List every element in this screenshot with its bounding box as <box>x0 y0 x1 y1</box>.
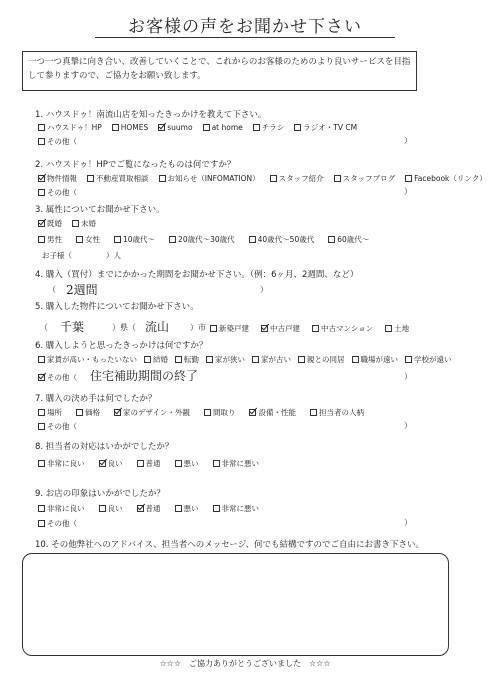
q9-checkbox[interactable] <box>38 505 45 512</box>
q8-option-label: 普通 <box>145 459 161 468</box>
q6-other <box>38 372 77 383</box>
q2-option-label: スタッフ紹介 <box>278 174 324 183</box>
q3-checkbox[interactable] <box>76 236 83 243</box>
q1-other-close-paren: ） <box>404 136 412 145</box>
q2-checkbox[interactable] <box>38 175 45 182</box>
q1-option-label: suumo <box>167 123 193 132</box>
q8-option-label: 良い <box>107 459 123 468</box>
q6-checkbox[interactable] <box>352 356 359 363</box>
q3-option-marital-0[interactable] <box>38 218 62 229</box>
q7-checkbox[interactable] <box>76 409 83 416</box>
q1-option-options-4[interactable] <box>253 122 285 133</box>
q1-checkbox[interactable] <box>38 124 45 131</box>
q7-options <box>38 407 364 418</box>
q7-option-label: 担当者の人柄 <box>318 408 364 417</box>
q3-option-label: 女性 <box>85 235 100 244</box>
q6-checkbox[interactable] <box>405 356 412 363</box>
q3-option-attrs-2[interactable] <box>114 234 155 245</box>
q7-option-options-5[interactable] <box>310 407 364 418</box>
q7-option-label: 価格 <box>85 408 100 417</box>
q7-option-label: 場所 <box>47 408 62 417</box>
q7-checkbox[interactable] <box>249 409 256 416</box>
q8-option-options-3[interactable] <box>175 458 199 469</box>
q9-option-options-1[interactable] <box>99 503 123 514</box>
q2-option-label: 物件情報 <box>47 174 77 183</box>
q7-checkbox[interactable] <box>38 409 45 416</box>
q7-option-options-0[interactable] <box>38 407 62 418</box>
q5-option-label: 中古マンション <box>321 324 374 333</box>
q9-option-label: 非常に良い <box>47 504 85 513</box>
q2-option-label: Facebook（リンク） <box>414 174 487 183</box>
q9-other <box>38 518 77 529</box>
q5-option-types-1[interactable] <box>261 323 300 334</box>
q7-checkbox[interactable] <box>204 409 211 416</box>
q3-checkbox[interactable] <box>328 236 335 243</box>
q5-option-types-2[interactable] <box>312 323 373 334</box>
q3-option-attrs-0[interactable] <box>38 234 62 245</box>
q7-option-label: 間取り <box>212 408 236 417</box>
q8-checkbox[interactable] <box>175 460 182 467</box>
q1-option-options-5[interactable] <box>294 122 357 133</box>
q6-checkbox[interactable] <box>206 356 213 363</box>
q2-other-close-paren: ） <box>404 187 412 196</box>
q7-option-options-4[interactable] <box>249 407 296 418</box>
title-underline <box>95 37 395 38</box>
q6-checkbox[interactable] <box>298 356 305 363</box>
q1-checkbox[interactable] <box>203 124 210 131</box>
q7-other <box>38 421 77 432</box>
q7-option-label: 設備・性能 <box>258 408 296 417</box>
q1-checkbox[interactable] <box>158 124 165 131</box>
q8-label: 8. 担当者の対応はいかがでしたか？ <box>35 442 174 452</box>
q4-label: 4. 購入（買付）までにかかった期間をお聞かせ下さい。（例：6ヶ月、2週間、など） <box>35 270 359 280</box>
q6-option-options-3[interactable] <box>206 354 245 365</box>
q7-option-options-1[interactable] <box>76 407 100 418</box>
q1-option-label: ハウスドゥ！HP <box>47 123 102 132</box>
q8-option-label: 非常に良い <box>47 459 85 468</box>
q9-other-close-paren: ） <box>404 518 412 527</box>
q9-option-options-3[interactable] <box>175 503 199 514</box>
q5-option-types-0[interactable] <box>210 323 249 334</box>
q6-option-label: 結婚 <box>153 355 168 364</box>
q5-option-label: 新築戸建 <box>219 324 249 333</box>
q10-label: 10. その他弊社へのアドバイス、担当者へのメッセージ、何でも結構ですのでご自由にお書き下さい。 <box>35 540 425 550</box>
q6-checkbox[interactable] <box>38 356 45 363</box>
q3-option-marital-1[interactable] <box>72 218 96 229</box>
q9-checkbox[interactable] <box>213 505 220 512</box>
q9-option-options-0[interactable] <box>38 503 85 514</box>
q5-city-suffix: ）市 <box>190 323 206 332</box>
q2-option-options-0[interactable] <box>38 173 77 184</box>
q2-other-label: その他（ <box>47 188 77 197</box>
q3-option-label: 20歳代～30歳代 <box>178 235 235 244</box>
q7-other-close-paren: ） <box>404 421 412 430</box>
q6-option-label: 家賃が高い・もったいない <box>47 355 137 364</box>
q1-checkbox[interactable] <box>112 124 119 131</box>
q9-option-label: 普通 <box>145 504 161 513</box>
q3-option-label: 既婚 <box>47 219 62 228</box>
q6-other-close-paren: ） <box>404 372 412 381</box>
q3-children <box>42 250 121 261</box>
q1-option-options-2[interactable] <box>158 122 192 133</box>
q3-option-label: 未婚 <box>81 219 96 228</box>
q6-option-options-4[interactable] <box>252 354 291 365</box>
q3-option-attrs-1[interactable] <box>76 234 100 245</box>
footer-thanks: ☆☆☆ ご協力ありがとうございました ☆☆☆ <box>159 659 331 668</box>
q6-checkbox[interactable] <box>144 356 151 363</box>
q9-option-label: 良い <box>107 504 123 513</box>
q8-option-label: 悪い <box>183 459 199 468</box>
q6-option-label: 職場が遠い <box>360 355 398 364</box>
q6-option-label: 学校が遠い <box>414 355 452 364</box>
q1-option-options-3[interactable] <box>203 122 243 133</box>
q6-option-label: 親との同居 <box>307 355 345 364</box>
q7-option-label: 家のデザイン・外観 <box>123 408 190 417</box>
q3-option-attrs-5[interactable] <box>328 234 369 245</box>
q3-children-unit: ）人 <box>106 251 121 260</box>
q6-options <box>38 354 452 365</box>
q8-option-options-1[interactable] <box>99 458 123 469</box>
q1-option-label: HOMES <box>120 123 149 132</box>
q8-checkbox[interactable] <box>38 460 45 467</box>
q9-label: 9. お店の印象はいかがでしたか？ <box>35 489 165 499</box>
q7-other-label: その他（ <box>47 422 77 431</box>
q1-option-options-0[interactable] <box>38 122 102 133</box>
q6-option-options-6[interactable] <box>352 354 399 365</box>
q8-option-label: 非常に悪い <box>221 459 259 468</box>
q6-label: 6. 購入しようと思ったきっかけは何ですか？ <box>35 341 208 351</box>
q7-option-options-3[interactable] <box>204 407 236 418</box>
q3-marital <box>38 218 96 229</box>
q8-option-options-4[interactable] <box>213 458 260 469</box>
q5-checkbox[interactable] <box>312 325 319 332</box>
q6-other-checkbox[interactable] <box>38 374 45 381</box>
page-title: お客様の声をお聞かせ下さい <box>128 17 362 37</box>
q10-free-text-area[interactable] <box>22 553 449 656</box>
q5-city-answer: 流山 <box>145 320 170 334</box>
q1-label: 1. ハウスドゥ！南流山店を知ったきっかけを教えて下さい。 <box>35 110 267 120</box>
q3-checkbox[interactable] <box>38 220 45 227</box>
q4-answer: 2週間 <box>66 283 98 297</box>
q7-option-options-2[interactable] <box>114 407 190 418</box>
q9-option-label: 悪い <box>183 504 199 513</box>
q9-checkbox[interactable] <box>137 505 144 512</box>
q2-option-options-5[interactable] <box>405 173 487 184</box>
q2-other-checkbox[interactable] <box>38 189 45 196</box>
q6-option-options-5[interactable] <box>298 354 345 365</box>
q5-pref-suffix: ）県（ <box>112 323 136 332</box>
q6-option-label: 転勤 <box>184 355 199 364</box>
q6-option-options-7[interactable] <box>405 354 452 365</box>
q3-children-label: お子様（ <box>42 251 72 260</box>
q8-option-options-2[interactable] <box>137 458 161 469</box>
q9-option-label: 非常に悪い <box>221 504 259 513</box>
q2-checkbox[interactable] <box>334 175 341 182</box>
q7-other-checkbox[interactable] <box>38 423 45 430</box>
q5-checkbox[interactable] <box>261 325 268 332</box>
q4-open-paren: （ <box>48 285 56 294</box>
q2-options <box>38 173 487 184</box>
q9-other-checkbox[interactable] <box>38 520 45 527</box>
q3-checkbox[interactable] <box>249 236 256 243</box>
q9-options <box>38 503 259 514</box>
q6-option-options-1[interactable] <box>144 354 168 365</box>
q9-option-options-4[interactable] <box>213 503 260 514</box>
q1-option-label: ラジオ・TV CM <box>303 123 358 132</box>
q2-option-options-3[interactable] <box>270 173 324 184</box>
q5-option-types-3[interactable] <box>385 323 409 334</box>
q1-other <box>38 136 77 147</box>
q2-checkbox[interactable] <box>159 175 166 182</box>
q4-close-paren: ） <box>260 285 268 294</box>
q1-other-label: その他（ <box>47 137 77 146</box>
q6-option-options-2[interactable] <box>175 354 199 365</box>
q2-option-options-1[interactable] <box>87 173 149 184</box>
q5-option-label: 土地 <box>394 324 410 333</box>
q6-checkbox[interactable] <box>175 356 182 363</box>
q3-option-attrs-3[interactable] <box>169 234 235 245</box>
q1-option-label: チラシ <box>261 123 285 132</box>
q6-other-answer: 住宅補助期間の終了 <box>90 369 199 383</box>
q7-checkbox[interactable] <box>114 409 121 416</box>
q2-checkbox[interactable] <box>405 175 412 182</box>
q5-label: 5. 購入した物件についてお聞かせ下さい。 <box>35 302 199 312</box>
q2-other <box>38 187 77 198</box>
q3-option-label: 40歳代～50歳代 <box>257 235 315 244</box>
q8-checkbox[interactable] <box>213 460 220 467</box>
q2-checkbox[interactable] <box>87 175 94 182</box>
q5-prefecture-answer: 千葉 <box>60 320 85 334</box>
q5-checkbox[interactable] <box>385 325 392 332</box>
q9-checkbox[interactable] <box>99 505 106 512</box>
q2-option-options-4[interactable] <box>334 173 396 184</box>
q8-checkbox[interactable] <box>137 460 144 467</box>
q3-option-label: 10歳代～ <box>123 235 156 244</box>
q3-checkbox[interactable] <box>38 236 45 243</box>
q6-option-options-0[interactable] <box>38 354 137 365</box>
q5-open-paren: （ <box>40 323 48 332</box>
q5-checkbox[interactable] <box>210 325 217 332</box>
q1-options <box>38 122 357 133</box>
q7-checkbox[interactable] <box>310 409 317 416</box>
q1-checkbox[interactable] <box>294 124 301 131</box>
q2-label: 2. ハウスドゥ！HPでご覧になったものは何ですか？ <box>35 160 236 170</box>
q6-checkbox[interactable] <box>252 356 259 363</box>
intro-box: 一つ一つ真摯に向き合い、改善していくことで、これからのお客様のためのより良いサービスを目指して参りますので、ご協力をお願い致します。 <box>22 51 417 91</box>
q6-option-label: 家が古い <box>261 355 291 364</box>
q3-option-label: 60歳代～ <box>337 235 370 244</box>
q1-option-options-1[interactable] <box>112 122 149 133</box>
q3-attributes <box>38 234 369 245</box>
q2-option-options-2[interactable] <box>159 173 260 184</box>
q3-checkbox[interactable] <box>169 236 176 243</box>
q2-option-label: お知らせ（INFOMATION） <box>167 174 260 183</box>
q3-checkbox[interactable] <box>114 236 121 243</box>
q3-checkbox[interactable] <box>72 220 79 227</box>
q5-types <box>210 323 409 334</box>
q3-label: 3. 属性についてお聞かせ下さい。 <box>35 205 165 215</box>
q2-checkbox[interactable] <box>270 175 277 182</box>
q2-option-label: スタッフブログ <box>342 174 396 183</box>
q6-other-label: その他（ <box>47 373 77 382</box>
q9-option-options-2[interactable] <box>137 503 161 514</box>
q9-other-label: その他（ <box>47 519 77 528</box>
q6-option-label: 家が狭い <box>215 355 245 364</box>
q9-checkbox[interactable] <box>175 505 182 512</box>
q1-checkbox[interactable] <box>253 124 260 131</box>
q1-option-label: at home <box>211 123 243 132</box>
q1-other-checkbox[interactable] <box>38 138 45 145</box>
q8-options <box>38 458 259 469</box>
q8-checkbox[interactable] <box>99 460 106 467</box>
q7-label: 7. 購入の決め手は何でしたか？ <box>35 394 157 404</box>
q8-option-options-0[interactable] <box>38 458 85 469</box>
q5-option-label: 中古戸建 <box>270 324 300 333</box>
q3-option-label: 男性 <box>47 235 62 244</box>
q2-option-label: 不動産買取相談 <box>96 174 149 183</box>
q3-option-attrs-4[interactable] <box>249 234 315 245</box>
